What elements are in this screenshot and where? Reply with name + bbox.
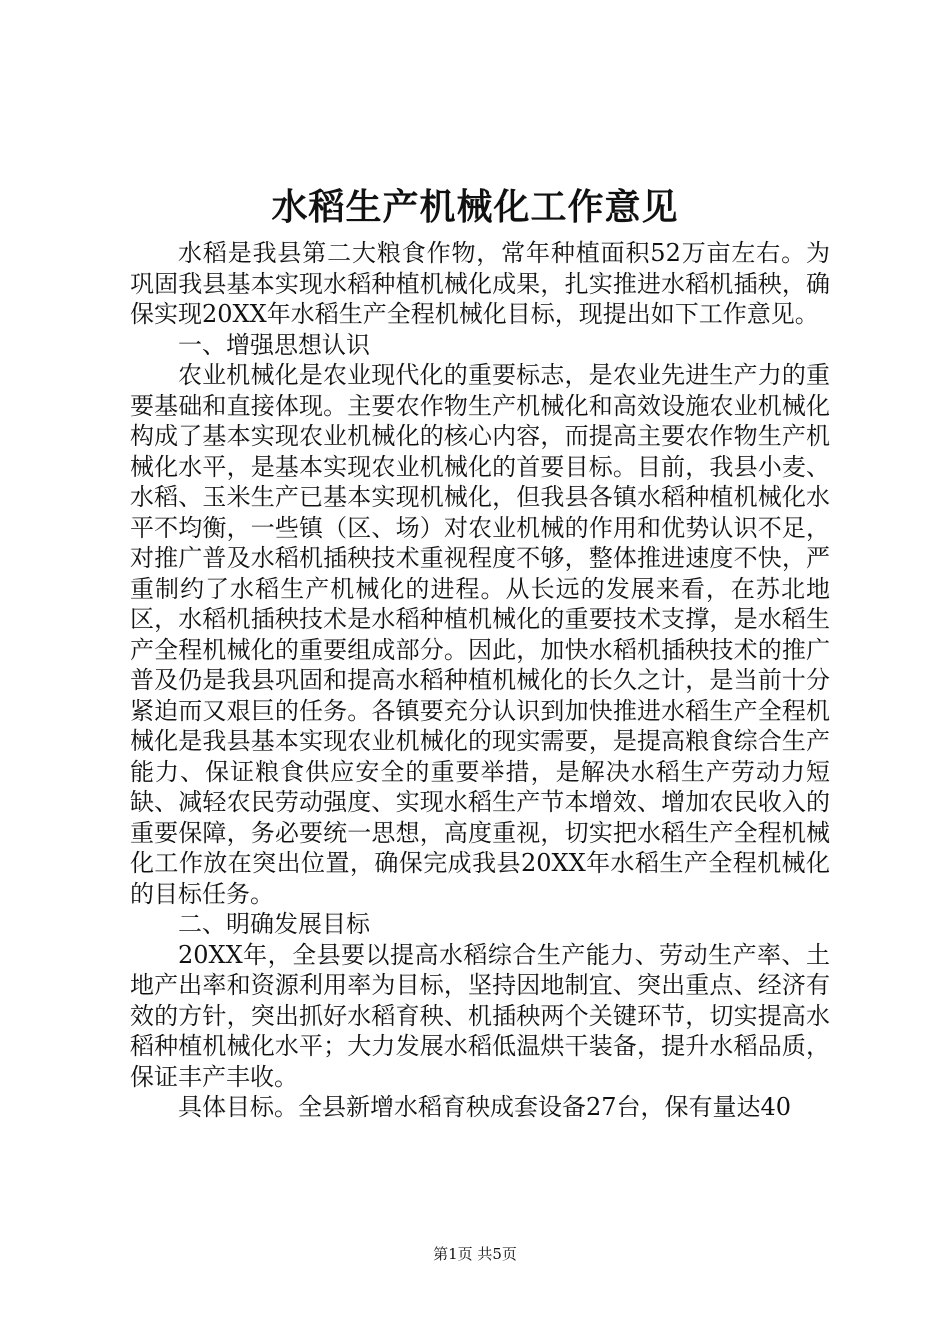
section-heading-1: 一、增强思想认识	[178, 330, 370, 359]
specific-goals-paragraph: 具体目标。全县新增水稻育秧成套设备27台，保有量达40	[178, 1093, 792, 1121]
section-heading-2: 二、明确发展目标	[178, 910, 370, 938]
section-1-paragraph: 农业机械化是农业现代化的重要标志，是农业先进生产力的重要基础和直接体现。主要农作物生产机械化和高效设施农业机械化构成了基本实现农业机械化的核心内容，而提高主要农作物生产机械化水平，是基本实现农业机械化的首要目标。目前，我县小麦、水稻、玉米生产已基本实现机械化，但我县各镇水稻种植机械化水平不均衡，一些镇（区、场）对农业机械的作用和优势认识不足，对推广普及水稻机插秧技术重视程度不够，整体推进速度不快，严重制约了水稻生产机械化的进程。从长远的发展来看，在苏北地区，水稻机插秧技术是水稻种植机械化的重要技术支撑，是水稻生产全程机械化的重要组成部分。因此，加快水稻机插秧技术的推广普及仍是我县巩固和提高水稻种植机械化的长久之计，是当前十分紧迫而又艰巨的任务。各镇要充分认识到加快推进水稻生产全程机械化是我县基本实现农业机械化的现实需要，是提高粮食综合生产能力、保证粮食供应安全的重要举措，是解决水稻生产劳动力短缺、减轻农民劳动强度、实现水稻生产节本增效、增加农民收入的重要保障，务必要统一思想，高度重视，切实把水稻生产全程机械化工作放在突出位置，确保完成我县20XX年水稻生产全程机械化的目标任务。	[130, 361, 830, 908]
page-footer: 第1页 共5页	[433, 1245, 517, 1263]
intro-paragraph: 水稻是我县第二大粮食作物，常年种植面积52万亩左右。为巩固我县基本实现水稻种植机械化成果，扎实推进水稻机插秧，确保实现20XX年水稻生产全程机械化目标，现提出如下工作意见。	[130, 239, 830, 328]
document-body	[130, 238, 830, 1123]
document-title: 水稻生产机械化工作意见	[271, 186, 679, 228]
section-2-paragraph: 20XX年，全县要以提高水稻综合生产能力、劳动生产率、土地产出率和资源利用率为目标，坚持因地制宜、突出重点、经济有效的方针，突出抓好水稻育秧、机插秧两个关键环节，切实提高水稻种植机械化水平；大力发展水稻低温烘干装备，提升水稻品质，保证丰产丰收。	[130, 940, 830, 1091]
